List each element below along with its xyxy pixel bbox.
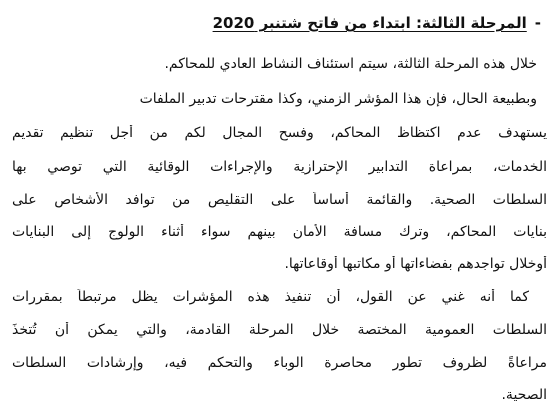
paragraph-3-line-3: مراعاةً لظروف تطور محاصرة الوباء والتحكم فيه، وإرشادات السلطات [12, 355, 547, 371]
paragraph-2-line-3: الخدمات، بمراعاة التدابير الإحترازية والإجراءات الوقائية التي توصي بها [12, 159, 547, 175]
section-heading [213, 14, 541, 32]
paragraph-2-line-6: أوخلال تواجدهم بفضاءاتها أو مكاتبها أوقاعاتها. [284, 256, 547, 272]
paragraph-2-line-2: يستهدف عدم اكتظاظ المحاكم، وفسح المجال لكم من أجل تنظيم تقديم [12, 125, 547, 141]
paragraph-3-line-1: كما أنه غني عن القول، أن تنفيذ هذه المؤشرات يظل مرتبطاً بمقررات [12, 289, 529, 305]
paragraph-3-line-2: السلطات العمومية المختصة خلال المرحلة القادمة، والتي يمكن أن تُتخذَ [12, 322, 547, 338]
paragraph-3-line-4: الصحية. [501, 387, 547, 403]
paragraph-2-line-4: السلطات الصحية. والقائمة أساساً على التقليص من توافد الأشخاص على [12, 192, 547, 208]
paragraph-2-line-1: وبطبيعة الحال، فإن هذا المؤشر الزمني، وكذا مقترحات تدبير الملفات [139, 91, 537, 107]
paragraph-2-line-5: بنايات المحاكم، وترك مسافة الأمان بينهم سواء أثناء الولوج إلى البنايات [12, 224, 547, 240]
heading-title: المرحلة الثالثة: ابتداء من فاتح شتنبر 2020 [212, 14, 527, 32]
heading-bullet: - [534, 14, 541, 32]
paragraph-1-line-1: خلال هذه المرحلة الثالثة، سيتم استئناف النشاط العادي للمحاكم. [164, 56, 537, 72]
